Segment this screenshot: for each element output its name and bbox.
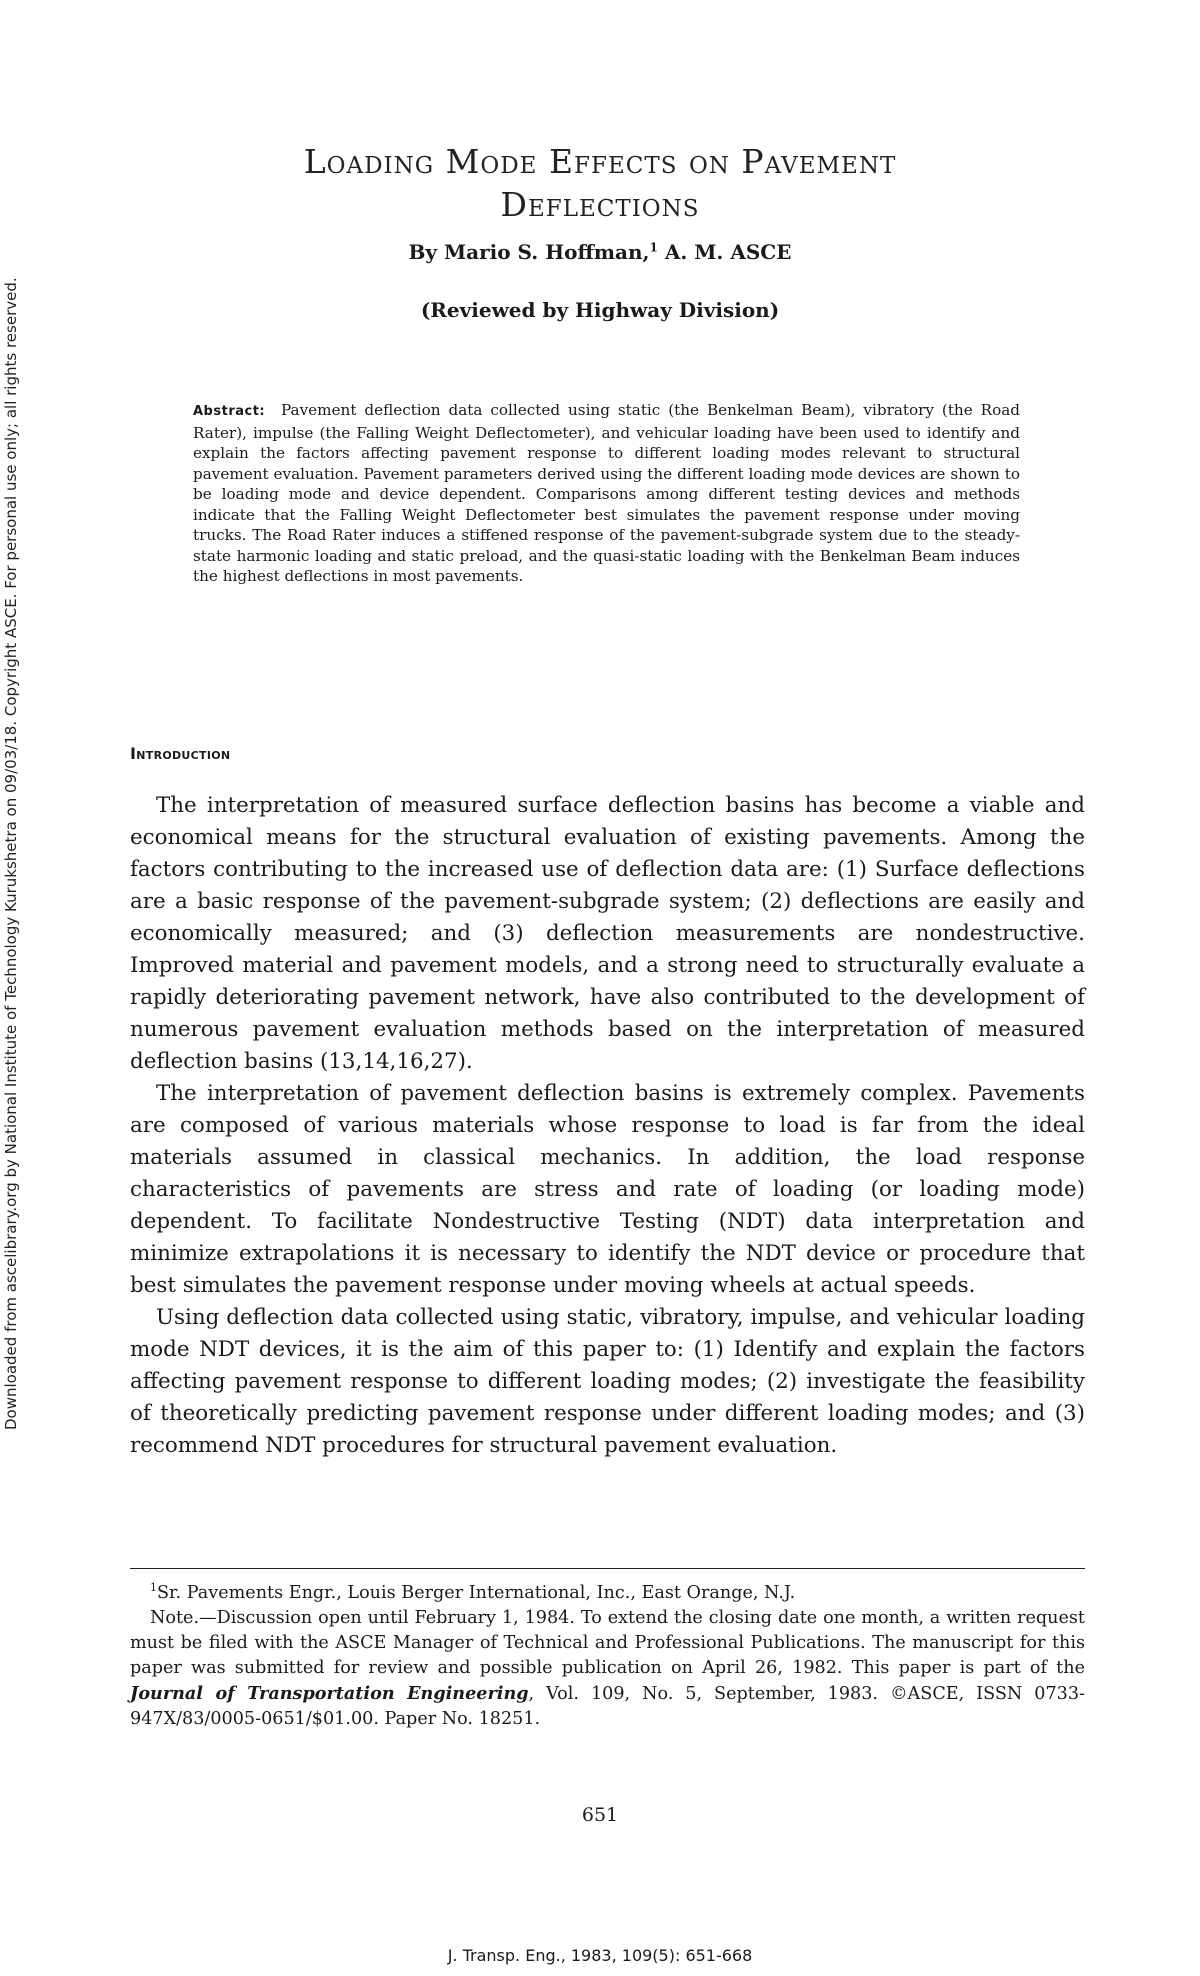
author-line [210, 240, 990, 264]
note-text-end: , Vol. 109, No. 5, September, 1983. ©ASCE, ISSN 0733-947X/83/0005-0651/$01.00. Paper No. 18251. [130, 1683, 1085, 1729]
footnote-affiliation [130, 1575, 1085, 1606]
paper-title-line-1: Loading Mode Effects on Pavement [303, 142, 897, 181]
footnotes [130, 1575, 1085, 1732]
paragraph-3: Using deflection data collected using static, vibratory, impulse, and vehicular loading mode NDT devices, it is the aim of this paper to: (1) Identify and explain the factors affecting pavement response to different loading modes; (2) investigate the feasibility of theoretically predicting pavement response under different loading modes; and (3) recommend NDT procedures for structural pavement evaluation. [130, 1305, 1085, 1458]
footnote-mark: 1 [150, 1581, 157, 1594]
section-heading-introduction: Introduction [130, 744, 231, 763]
journal-name: Journal of Transportation Engineering [130, 1682, 529, 1704]
reviewed-by-line: (Reviewed by Highway Division) [420, 298, 780, 322]
citation-footer: J. Transp. Eng., 1983, 109(5): 651-668 [447, 1946, 753, 1965]
footnote-divider [130, 1568, 1085, 1569]
introduction-body [130, 790, 1085, 1462]
paper-title-line-2: Deflections [500, 185, 700, 224]
paper-title [210, 140, 990, 226]
affiliation-text: Sr. Pavements Engr., Louis Berger International, Inc., East Orange, N.J. [157, 1582, 796, 1603]
author-footnote-mark: 1 [649, 240, 658, 255]
abstract-label: Abstract: [193, 404, 266, 419]
note-text-start: Note.—Discussion open until February 1, 1984. To extend the closing date one month, a written request must be filed with the ASCE Manager of Technical and Professional Publications. The manuscript for this paper was submitted for review and possible publication on April 26, 1982. This paper is part of the [130, 1607, 1085, 1678]
footnote-discussion-note [130, 1606, 1085, 1732]
author-name: By Mario S. Hoffman, [408, 240, 650, 264]
paragraph-1: The interpretation of measured surface deflection basins has become a viable and economical means for the structural evaluation of existing pavements. Among the factors contributing to the increased use of deflection data are: (1) Surface deflections are a basic response of the pavement-subgrade system; (2) deflections are easily and economically measured; and (3) deflection measurements are nondestructive. Improved material and pavement models, and a strong need to structurally evaluate a rapidly deteriorating pavement network, have also contributed to the development of numerous pavement evaluation methods based on the interpretation of measured deflection basins (13,14,16,27). [130, 793, 1085, 1074]
page-number: 651 [581, 1804, 619, 1826]
download-notice: Downloaded from ascelibrary.org by National Institute of Technology Kurukshetra on 09/03/18. Copyright ASCE. For personal use only; all rights reserved. [2, 277, 20, 1430]
abstract-text: Pavement deflection data collected using static (the Benkelman Beam), vibratory (the Road Rater), impulse (the Falling Weight Deflectometer), and vehicular loading have been used to identify and explain the factors affecting pavement response to different loading modes relevant to structural pavement evaluation. Pavement parameters derived using the different loading mode devices are shown to be loading mode and device dependent. Comparisons among different testing devices and methods indicate that the Falling Weight Deflectometer best simulates the pavement response under moving trucks. The Road Rater induces a stiffened response of the pavement-subgrade system due to the steady-state harmonic loading and static preload, and the quasi-static loading with the Benkelman Beam induces the highest deflections in most pavements. [193, 401, 1020, 585]
paragraph-2: The interpretation of pavement deflection basins is extremely complex. Pavements are composed of various materials whose response to load is far from the ideal materials assumed in classical mechanics. In addition, the load response characteristics of pavements are stress and rate of loading (or loading mode) dependent. To facilitate Nondestructive Testing (NDT) data interpretation and minimize extrapolations it is necessary to identify the NDT device or procedure that best simulates the pavement response under moving wheels at actual speeds. [130, 1081, 1085, 1298]
abstract-block [193, 400, 1020, 587]
author-membership: A. M. ASCE [657, 240, 792, 264]
